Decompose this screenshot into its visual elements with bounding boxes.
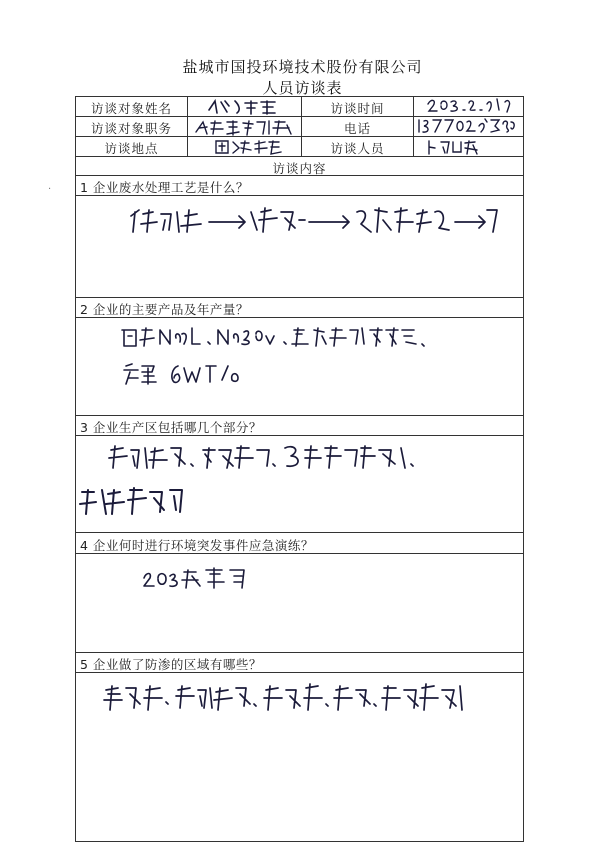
question-5: 5 企业做了防渗的区域有哪些？	[80, 657, 262, 672]
location-value-handwriting	[213, 138, 283, 160]
name-label: 访谈对象姓名	[90, 101, 172, 116]
time-label: 访谈时间	[330, 101, 385, 116]
interviewer-label: 访谈人员	[330, 141, 385, 156]
answer-3-line1-handwriting	[105, 442, 480, 480]
interviewer-value-handwriting	[425, 138, 495, 160]
answer-4-handwriting	[140, 564, 260, 598]
position-label: 访谈对象职务	[90, 121, 172, 136]
time-value-handwriting	[425, 96, 520, 118]
stray-mark: ·	[48, 184, 52, 195]
answer-2-line1-handwriting	[118, 322, 438, 356]
name-value-handwriting	[205, 98, 285, 120]
answer-3-line2-handwriting	[78, 484, 198, 524]
content-header: 访谈内容	[272, 161, 327, 176]
question-3: 3 企业生产区包括哪几个部分？	[80, 420, 262, 435]
question-4: 4 企业何时进行环境突发事件应急演练？	[80, 538, 314, 553]
answer-2-line2-handwriting	[120, 360, 250, 392]
phone-label: 电话	[343, 121, 371, 136]
question-2: 2 企业的主要产品及年产量？	[80, 302, 249, 317]
company-title: 盐城市国投环境技术股份有限公司	[182, 58, 423, 76]
answer-5-handwriting	[100, 680, 540, 724]
answer-1-handwriting	[125, 204, 505, 244]
phone-value-handwriting	[415, 116, 520, 140]
question-1: 1 企业废水处理工艺是什么？	[80, 180, 249, 195]
location-label: 访谈地点	[104, 141, 159, 156]
form-title: 人员访谈表	[262, 79, 343, 97]
